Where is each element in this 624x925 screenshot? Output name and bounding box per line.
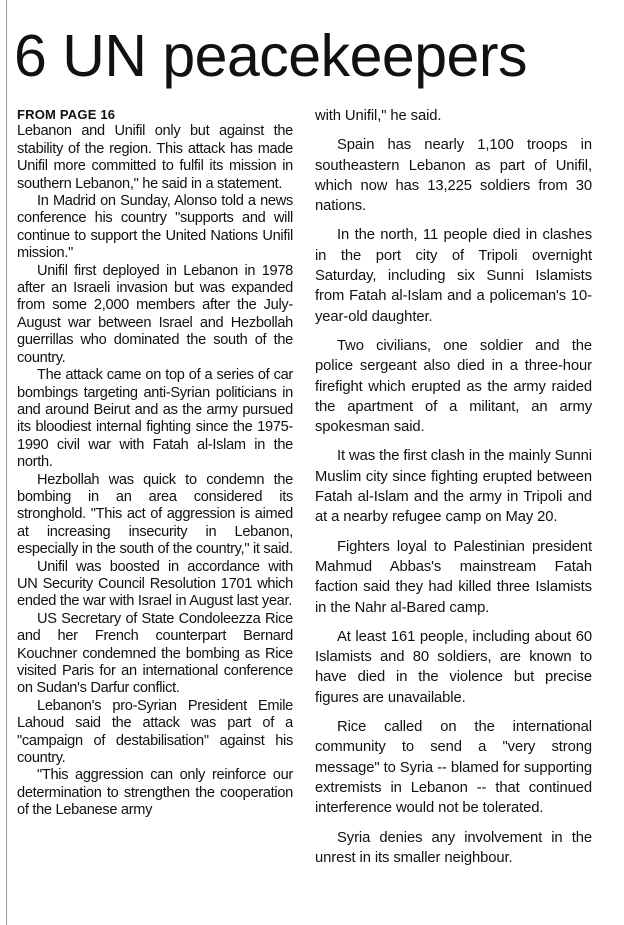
paragraph: Syria denies any involvement in the unrest in its smaller neighbour. bbox=[315, 829, 592, 866]
article-column-right bbox=[315, 106, 592, 914]
paragraph: Hezbollah was quick to condemn the bombing in an area considered its stronghold. "This act of aggression is aimed at increasing insecurity in Lebanon, especially in the south of the country," it said. bbox=[17, 471, 293, 558]
paragraph: with Unifil," he said. bbox=[315, 108, 442, 124]
paragraph: The attack came on top of a series of car bombings targeting anti-Syrian politicians in and around Beirut and as the army pursued its bloodiest internal fighting since the 1975-1990 civil war with Fatah al-Islam in the north. bbox=[17, 367, 293, 471]
paragraph: At least 161 people, including about 60 Islamists and 80 soldiers, are known to have died in the violence but precise figures are unavailable. bbox=[315, 628, 592, 706]
paragraph: "This aggression can only reinforce our determination to strengthen the cooperation of the Lebanese army bbox=[17, 767, 293, 819]
headline: 6 UN peacekeepers bbox=[14, 23, 527, 89]
paragraph: In the north, 11 people died in clashes in the port city of Tripoli overnight Saturday, including six Sunni Islamists from Fatah al-Islam and a policeman's 10-year-old daughter. bbox=[315, 227, 592, 325]
paragraph: Spain has nearly 1,100 troops in southeastern Lebanon as part of Unifil, which now has 13,225 soldiers from 30 nations. bbox=[315, 137, 592, 215]
paragraph: It was the first clash in the mainly Sunni Muslim city since fighting erupted between Fatah al-Islam and the army in Tripoli and at a nearby refugee camp on May 20. bbox=[315, 448, 592, 526]
continued-from-label: FROM PAGE 16 bbox=[17, 107, 116, 122]
article-column-left bbox=[17, 106, 293, 914]
paragraph: Two civilians, one soldier and the police sergeant also died in a three-hour firefight which erupted as the army raided the apartment of a militant, an army spokesman said. bbox=[315, 337, 592, 436]
paragraph: Fighters loyal to Palestinian president Mahmud Abbas's mainstream Fatah faction said they had killed three Islamists in the Nahr al-Bared camp. bbox=[315, 538, 592, 616]
paragraph: Unifil was boosted in accordance with UN Security Council Resolution 1701 which ended the war with Israel in August last year. bbox=[17, 558, 293, 610]
paragraph: Rice called on the international community to send a "very strong message" to Syria -- blamed for supporting extremists in Lebanon -- that continued interference would not be tolerated. bbox=[315, 719, 592, 817]
paragraph: Unifil first deployed in Lebanon in 1978 after an Israeli invasion but was expanded from some 2,000 members after the July-August war between Israel and Hezbollah guerrillas who dominated the south of the country. bbox=[17, 262, 293, 366]
paragraph: In Madrid on Sunday, Alonso told a news conference his country "supports and will continue to support the United Nations Unifil mission." bbox=[17, 193, 293, 262]
page-border-left bbox=[6, 0, 7, 925]
paragraph: Lebanon's pro-Syrian President Emile Lahoud said the attack was part of a "campaign of destabilisation" against his country. bbox=[17, 697, 293, 767]
paragraph: US Secretary of State Condoleezza Rice and her French counterpart Bernard Kouchner condemned the bombing as Rice visited Paris for an international conference on Sudan's Darfur conflict. bbox=[17, 610, 293, 697]
paragraph: Lebanon and Unifil only but against the stability of the region. This attack has made Unifil more committed to fulfil its mission in southern Lebanon," he said in a statement. bbox=[17, 123, 293, 192]
